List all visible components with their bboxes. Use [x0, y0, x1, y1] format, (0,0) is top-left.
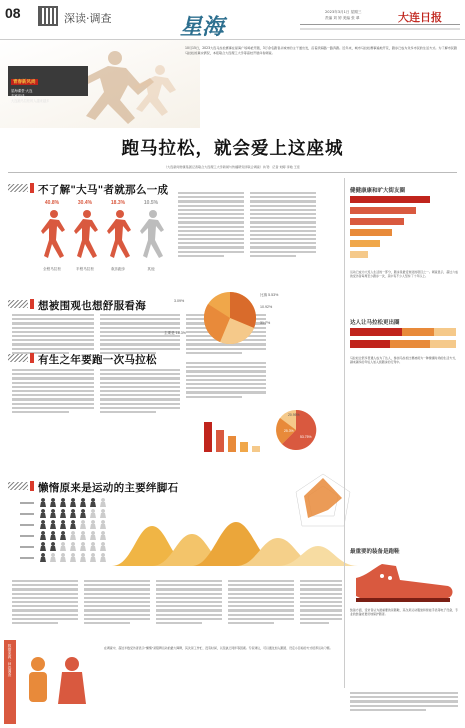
- badge-title: 青春新风尚: [13, 80, 36, 85]
- runner-figure-icon: [74, 210, 98, 258]
- person-icon: [80, 520, 86, 529]
- s3-column-b: [100, 367, 180, 425]
- person-icon: [100, 553, 106, 562]
- person-icon: [60, 542, 66, 551]
- section4-arrow-icon: [8, 482, 28, 490]
- right-title-2: 达人让马拉松更出圈: [350, 320, 400, 326]
- person-icon: [100, 509, 106, 518]
- s1-column-b: [250, 190, 316, 282]
- person-icon: [50, 531, 56, 540]
- s1-value-0: 40.8%: [44, 200, 60, 206]
- pie1-label-2: 10.92%: [260, 305, 273, 309]
- person-icon: [40, 531, 46, 540]
- section4-marker: [30, 481, 34, 491]
- person-icon: [40, 520, 46, 529]
- person-icon: [100, 498, 106, 507]
- person-icon: [90, 542, 96, 551]
- person-icon: [90, 531, 96, 540]
- person-icon: [70, 542, 76, 551]
- s4-column-c: [156, 578, 222, 638]
- person-icon: [60, 498, 66, 507]
- person-icon: [40, 498, 46, 507]
- pie1-label-1: 比赛 5.53%: [260, 293, 279, 297]
- person-icon: [80, 553, 86, 562]
- intro-paragraph: 10月15日，2023大连马拉松赛事在星海广场鸣枪开跑，3万余名跑者从城市的主干道出发，沿着滨海路一路奔跑。近年来，城市马拉松赛事遍地开花，跑步已成为众多市民的生活方式。为了解市民跑马拉松的真实情况，本报联合大连理工大学等高校开展问卷调查。: [185, 46, 457, 55]
- person-icon: [80, 509, 86, 518]
- bottom-people-chart: [20, 648, 100, 724]
- runner-figure-icon: [140, 210, 164, 258]
- section3-title: 有生之年要跑一次马拉松: [38, 354, 157, 366]
- badge-line2: 专家访谈: [11, 94, 25, 98]
- right-column-divider: [344, 178, 345, 688]
- person-icon: [50, 520, 56, 529]
- right-text-2: 马拉松让很多普通人成为了达人，参加马拉松比赛被视为一种健康时尚的生活方式，越来越多的年轻人加入到跑步的行列中。: [350, 356, 458, 365]
- s4-column-b: [84, 578, 150, 638]
- person-icon: [70, 509, 76, 518]
- s4-column-a: [12, 578, 78, 638]
- main-headline: 跑马拉松，就会爱上这座城: [121, 139, 344, 159]
- grid-row-label: [20, 557, 34, 559]
- qr-code-icon: [38, 6, 58, 26]
- person-icon: [50, 542, 56, 551]
- bottom-sidebar-title: 数据来源：问卷调查: [8, 644, 12, 677]
- shoe-chart: [352, 556, 456, 604]
- person-icon: [50, 553, 56, 562]
- person-icon: [70, 531, 76, 540]
- person-icon: [90, 498, 96, 507]
- pie2-label-2: 25.3%: [284, 429, 294, 433]
- s1-value-1: 30.4%: [77, 200, 93, 206]
- right-text-3: 装备方面，受访者认为最重要的是跑鞋，其次是运动服装和智能手表等电子设备，专业的装备能更好地保护跑者。: [350, 608, 458, 617]
- right-bar-chart: [350, 194, 458, 266]
- s1-label-2: 欢乐跑步: [110, 267, 126, 271]
- person-icon: [70, 553, 76, 562]
- grid-row-label: [20, 502, 34, 504]
- habit-icon-grid: [20, 498, 120, 570]
- person-icon: [40, 509, 46, 518]
- page-number: 08: [5, 5, 21, 21]
- pie-chart-1: [160, 284, 310, 354]
- right-stacked-bars: [350, 326, 458, 352]
- person-icon: [40, 553, 46, 562]
- mountain-chart: [112, 520, 362, 568]
- person-icon: [50, 498, 56, 507]
- person-icon: [90, 509, 96, 518]
- section-label: 深读·调查: [64, 12, 112, 25]
- person-icon: [60, 520, 66, 529]
- person-icon: [80, 531, 86, 540]
- header-rule: [300, 24, 460, 25]
- person-icon: [70, 520, 76, 529]
- intro-badge: [8, 66, 88, 103]
- s1-column-a: [178, 190, 244, 282]
- s3-column-a: [12, 367, 94, 425]
- grid-row-label: [20, 513, 34, 515]
- section1-marker: [30, 183, 34, 193]
- section-title: 星海: [180, 14, 225, 40]
- grid-row-label: [20, 524, 34, 526]
- grid-row-label: [20, 546, 34, 548]
- pie1-label-4: 3.09%: [174, 299, 185, 303]
- pie-chart-2: [270, 404, 330, 456]
- page-header: [0, 0, 465, 40]
- person-icon: [80, 542, 86, 551]
- runner-figure-icon: [107, 210, 131, 258]
- s3-column-c: [186, 360, 266, 408]
- person-icon: [70, 498, 76, 507]
- bottom-right-text: [350, 690, 458, 724]
- s1-figure-chart: [36, 196, 171, 282]
- section1-title: 不了解"大马"者就那么一成: [38, 184, 169, 196]
- person-icon: [60, 531, 66, 540]
- s1-label-0: 全程马拉松: [43, 267, 61, 271]
- newspaper-logo: 大连日报: [398, 11, 442, 24]
- header-subline: [300, 28, 460, 30]
- vertical-bars-mini: [200, 416, 270, 456]
- s1-value-3: 10.5%: [143, 200, 159, 206]
- section3-marker: [30, 353, 34, 363]
- person-icon: [80, 498, 86, 507]
- section4-title: 懒惰原来是运动的主要绊脚石: [38, 482, 179, 494]
- person-icon: [60, 553, 66, 562]
- section3-arrow-icon: [8, 354, 28, 362]
- s1-value-2: 18.3%: [110, 200, 126, 206]
- s4-column-e: [300, 578, 342, 638]
- s1-label-1: 半程马拉松: [76, 267, 94, 271]
- byline: （大连新闻传媒集团记者联合大连理工大学新闻与传播研究所联合调查）执笔：记者 刘婷 李晗 王佳: [164, 165, 300, 169]
- editor-line: 责编 刘 婷 美编 张 翠: [325, 16, 360, 20]
- person-icon: [50, 509, 56, 518]
- pie2-label-3: 20.95%: [288, 413, 300, 417]
- person-icon: [90, 520, 96, 529]
- runner-figure-icon: [41, 210, 65, 258]
- s1-label-3: 其他: [147, 267, 155, 271]
- bottom-text: 在调查中，超过半数受访者表示“懒惰”是阻碍运动的最大障碍，其次是工作忙、没有时间，以及缺乏同伴等因素。专家建议，可以通过加入跑团、设定小目标的方式培养运动习惯。: [104, 646, 333, 650]
- badge-text: 大连跑马拉松的人越来越多: [11, 99, 50, 103]
- person-icon: [100, 531, 106, 540]
- right-title-3: 最重要的装备是跑鞋: [350, 549, 400, 555]
- s4-column-d: [228, 578, 294, 638]
- person-icon: [100, 542, 106, 551]
- person-icon: [90, 553, 96, 562]
- person-icon: [40, 542, 46, 551]
- section1-arrow-icon: [8, 184, 28, 192]
- section2-arrow-icon: [8, 300, 28, 308]
- pie2-label-1: 53.75%: [300, 435, 312, 439]
- pie1-label-5: 主要是 16.3%: [164, 331, 186, 335]
- section2-title: 想被围观也想舒服看海: [38, 300, 146, 312]
- right-text-1: 运动已成为大连人生活的一部分，跑步是最受欢迎的项目之一。调查显示，超过六成的受访者每周至少跑步一次，其中有不少人坚持了十年以上。: [350, 270, 458, 279]
- person-icon: [60, 509, 66, 518]
- headline-rule: [8, 172, 457, 173]
- pie1-label-3: 31.7%: [260, 321, 271, 325]
- badge-line1: 星海课堂·大连: [11, 89, 33, 93]
- section2-marker: [30, 299, 34, 309]
- grid-row-label: [20, 535, 34, 537]
- right-title-1: 健健康康和旷大街友圈: [350, 188, 406, 194]
- issue-date: 2023年3月1日 星期三: [325, 10, 362, 14]
- person-icon: [100, 520, 106, 529]
